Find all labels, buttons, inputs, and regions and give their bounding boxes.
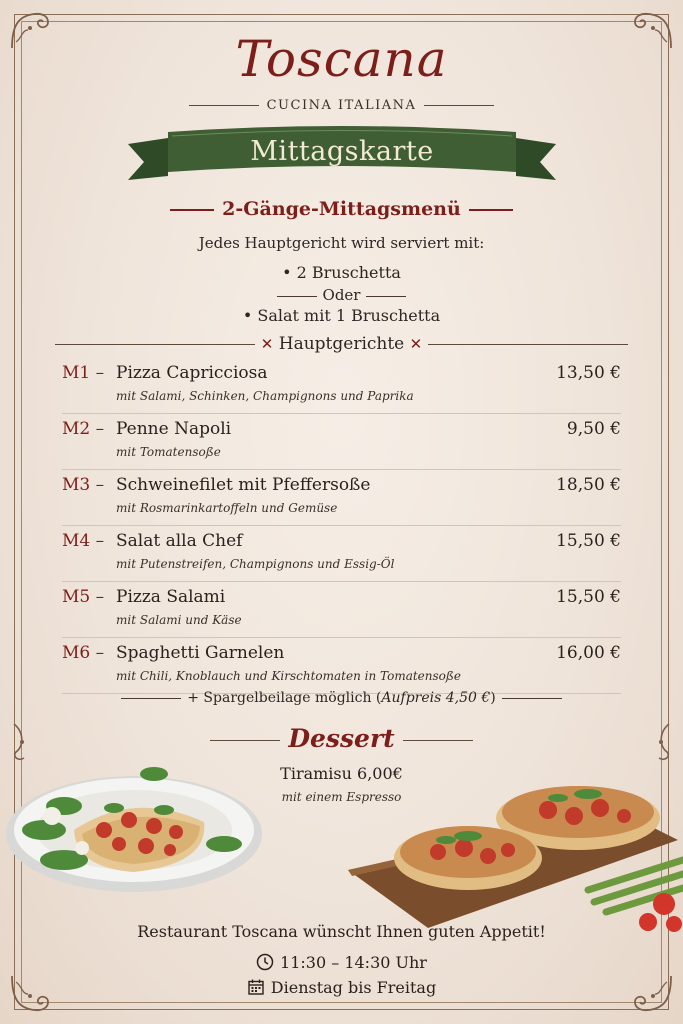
main-section-title <box>0 334 683 354</box>
option-one: • 2 Bruschetta <box>282 263 401 282</box>
extra-suffix: ) <box>490 690 496 706</box>
menu-item <box>62 358 621 414</box>
option-two: • Salat mit 1 Bruschetta <box>242 306 441 325</box>
item-name: Pizza Salami <box>116 587 226 607</box>
item-code: M1 – <box>62 363 105 383</box>
banner-title: Mittagskarte <box>250 136 434 167</box>
salad-plate-image <box>4 760 266 900</box>
hours-text: 11:30 – 14:30 Uhr <box>280 953 427 972</box>
cross-ornament-icon: ✕ <box>409 335 423 353</box>
item-desc: mit Salami und Käse <box>116 613 242 627</box>
dessert-desc: mit einem Espresso <box>281 790 402 804</box>
extra-price: Aufpreis 4,50 € <box>381 690 491 706</box>
brand-subtitle <box>0 98 683 113</box>
item-price: 13,50 € <box>556 363 621 383</box>
item-price: 15,50 € <box>556 531 621 551</box>
clock-icon <box>256 953 274 971</box>
item-price: 9,50 € <box>566 419 621 439</box>
dessert-item: Tiramisu 6,00€ <box>280 764 403 783</box>
menu-item <box>62 470 621 526</box>
brand-name: Toscana <box>235 30 448 88</box>
item-code: M2 – <box>62 419 105 439</box>
extra-note <box>0 690 683 706</box>
item-price: 15,50 € <box>556 587 621 607</box>
item-desc: mit Tomatensoße <box>116 445 221 459</box>
title-banner <box>128 122 556 188</box>
or-divider <box>0 286 683 304</box>
days-line <box>0 978 683 997</box>
item-price: 18,50 € <box>556 475 621 495</box>
dessert-title <box>0 724 683 753</box>
main-section-title-text: Hauptgerichte <box>278 334 405 354</box>
serve-text: Jedes Hauptgericht wird serviert mit: <box>198 234 485 252</box>
item-name: Schweinefilet mit Pfeffersoße <box>116 475 371 495</box>
menu-item <box>62 582 621 638</box>
offer-title <box>0 198 683 220</box>
item-code: M5 – <box>62 587 105 607</box>
bruschetta-board-image <box>348 760 683 935</box>
item-name: Pizza Capricciosa <box>116 363 268 383</box>
item-desc: mit Putenstreifen, Champignons und Essig-Öl <box>116 557 395 571</box>
item-desc: mit Salami, Schinken, Champignons und Paprika <box>116 389 414 403</box>
item-price: 16,00 € <box>556 643 621 663</box>
hours-line <box>0 953 683 972</box>
calendar-icon <box>247 978 265 996</box>
item-code: M4 – <box>62 531 105 551</box>
item-code: M3 – <box>62 475 105 495</box>
offer-title-text: 2-Gänge-Mittagsmenü <box>222 198 461 220</box>
or-text: Oder <box>322 286 361 304</box>
cross-ornament-icon: ✕ <box>260 335 274 353</box>
item-name: Penne Napoli <box>116 419 232 439</box>
item-desc: mit Rosmarinkartoffeln und Gemüse <box>116 501 338 515</box>
extra-prefix: + Spargelbeilage möglich ( <box>187 690 382 706</box>
menu-item <box>62 526 621 582</box>
item-name: Salat alla Chef <box>116 531 243 551</box>
menu-list <box>62 358 621 694</box>
closing-text: Restaurant Toscana wünscht Ihnen guten Appetit! <box>137 922 546 941</box>
item-name: Spaghetti Garnelen <box>116 643 285 663</box>
menu-item <box>62 414 621 470</box>
days-text: Dienstag bis Freitag <box>270 978 437 997</box>
item-desc: mit Chili, Knoblauch und Kirschtomaten in Tomatensoße <box>116 669 461 683</box>
item-code: M6 – <box>62 643 105 663</box>
menu-item <box>62 638 621 694</box>
brand-subtitle-text: CUCINA ITALIANA <box>266 98 417 113</box>
dessert-title-text: Dessert <box>288 724 395 753</box>
